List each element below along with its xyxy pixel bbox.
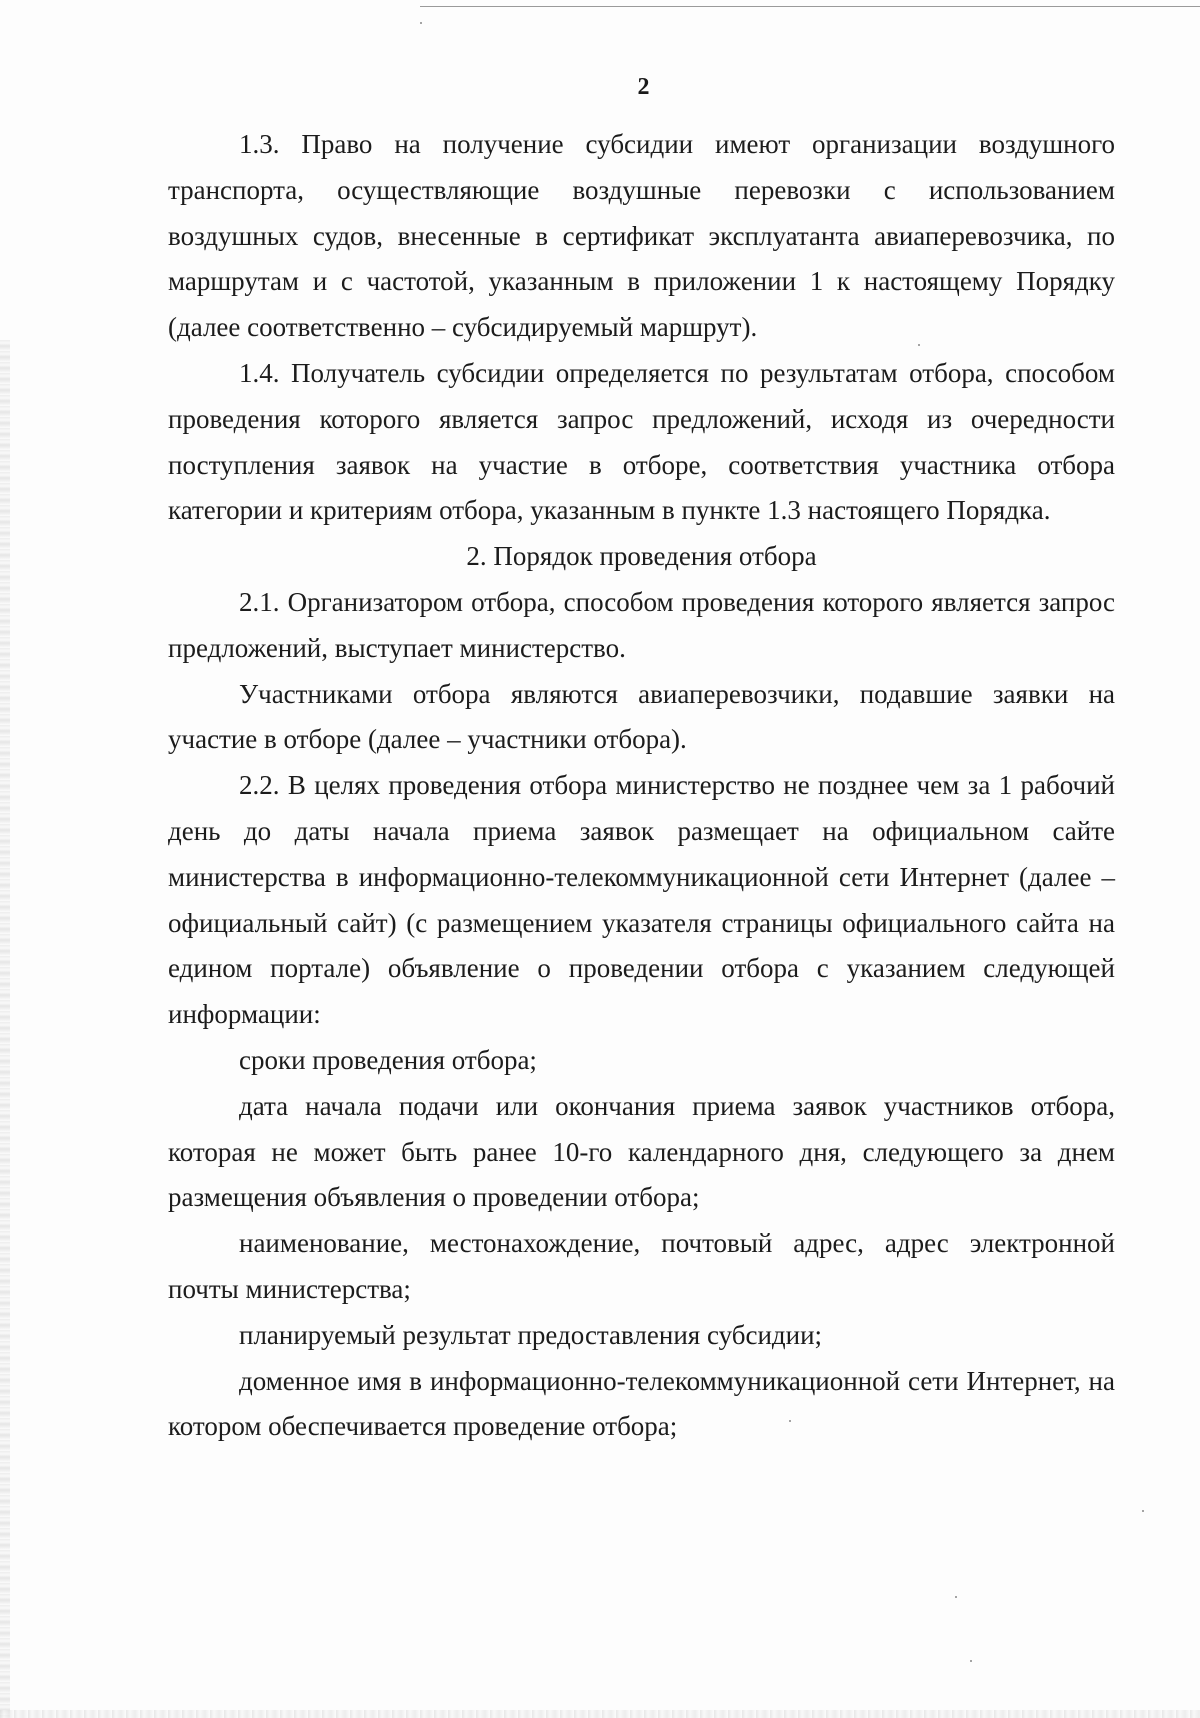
list-item-domain-name: доменное имя в информационно-телекоммуникационной сети Интернет, на котором обеспечивается проведение отбора; [168,1365,1115,1442]
section-heading: 2. Порядок проведения отбора [466,541,817,572]
top-border-line [420,6,1200,7]
list-item-start-date: дата начала подачи или окончания приема заявок участников отбора, которая не может быть ранее 10-го календарного дня, следующего за днем размещения объявления о проведении отбора; [168,1090,1115,1213]
list-item-dates: сроки проведения отбора; [239,1044,537,1075]
scan-speck [1142,1510,1144,1512]
scan-left-edge [0,340,10,1718]
paragraph-1-3: 1.3. Право на получение субсидии имеют организации воздушного транспорта, осуществляющие воздушные перевозки с использованием воздушных судов, внесенные в сертификат эксплуатанта авиаперевозчика, по маршрутам и с частотой, указанным в приложении 1 к настоящему Порядку (далее соответственно – субсидируемый маршрут). [168,129,1115,343]
document-body [168,122,1115,1450]
paragraph-2-1: 2.1. Организатором отбора, способом проведения которого является запрос предложений, выступает министерство. [168,586,1115,663]
page-number: 2 [637,74,650,100]
scan-speck [420,22,422,24]
paragraph-participants: Участниками отбора являются авиаперевозчики, подавшие заявки на участие в отборе (далее – участники отбора). [168,678,1115,755]
paragraph-1-4: 1.4. Получатель субсидии определяется по результатам отбора, способом проведения которого является запрос предложений, исходя из очередности поступления заявок на участие в отборе, соответствия участника отбора категории и критериям отбора, указанным в пункте 1.3 настоящего Порядка. [168,357,1115,526]
paragraph-2-2: 2.2. В целях проведения отбора министерство не позднее чем за 1 рабочий день до даты начала приема заявок размещает на официальном сайте министерства в информационно-телекоммуникационной сети Интернет (далее – официальный сайт) (с размещением указателя страницы официального сайта на едином портале) объявление о проведении отбора с указанием следующей информации: [168,770,1115,1030]
scan-speck [970,1660,972,1662]
scan-bottom-edge [0,1710,1200,1718]
list-item-planned-result: планируемый результат предоставления субсидии; [239,1319,823,1350]
list-item-ministry-address: наименование, местонахождение, почтовый адрес, адрес электронной почты министерства; [168,1228,1115,1304]
scan-speck [955,1596,957,1598]
